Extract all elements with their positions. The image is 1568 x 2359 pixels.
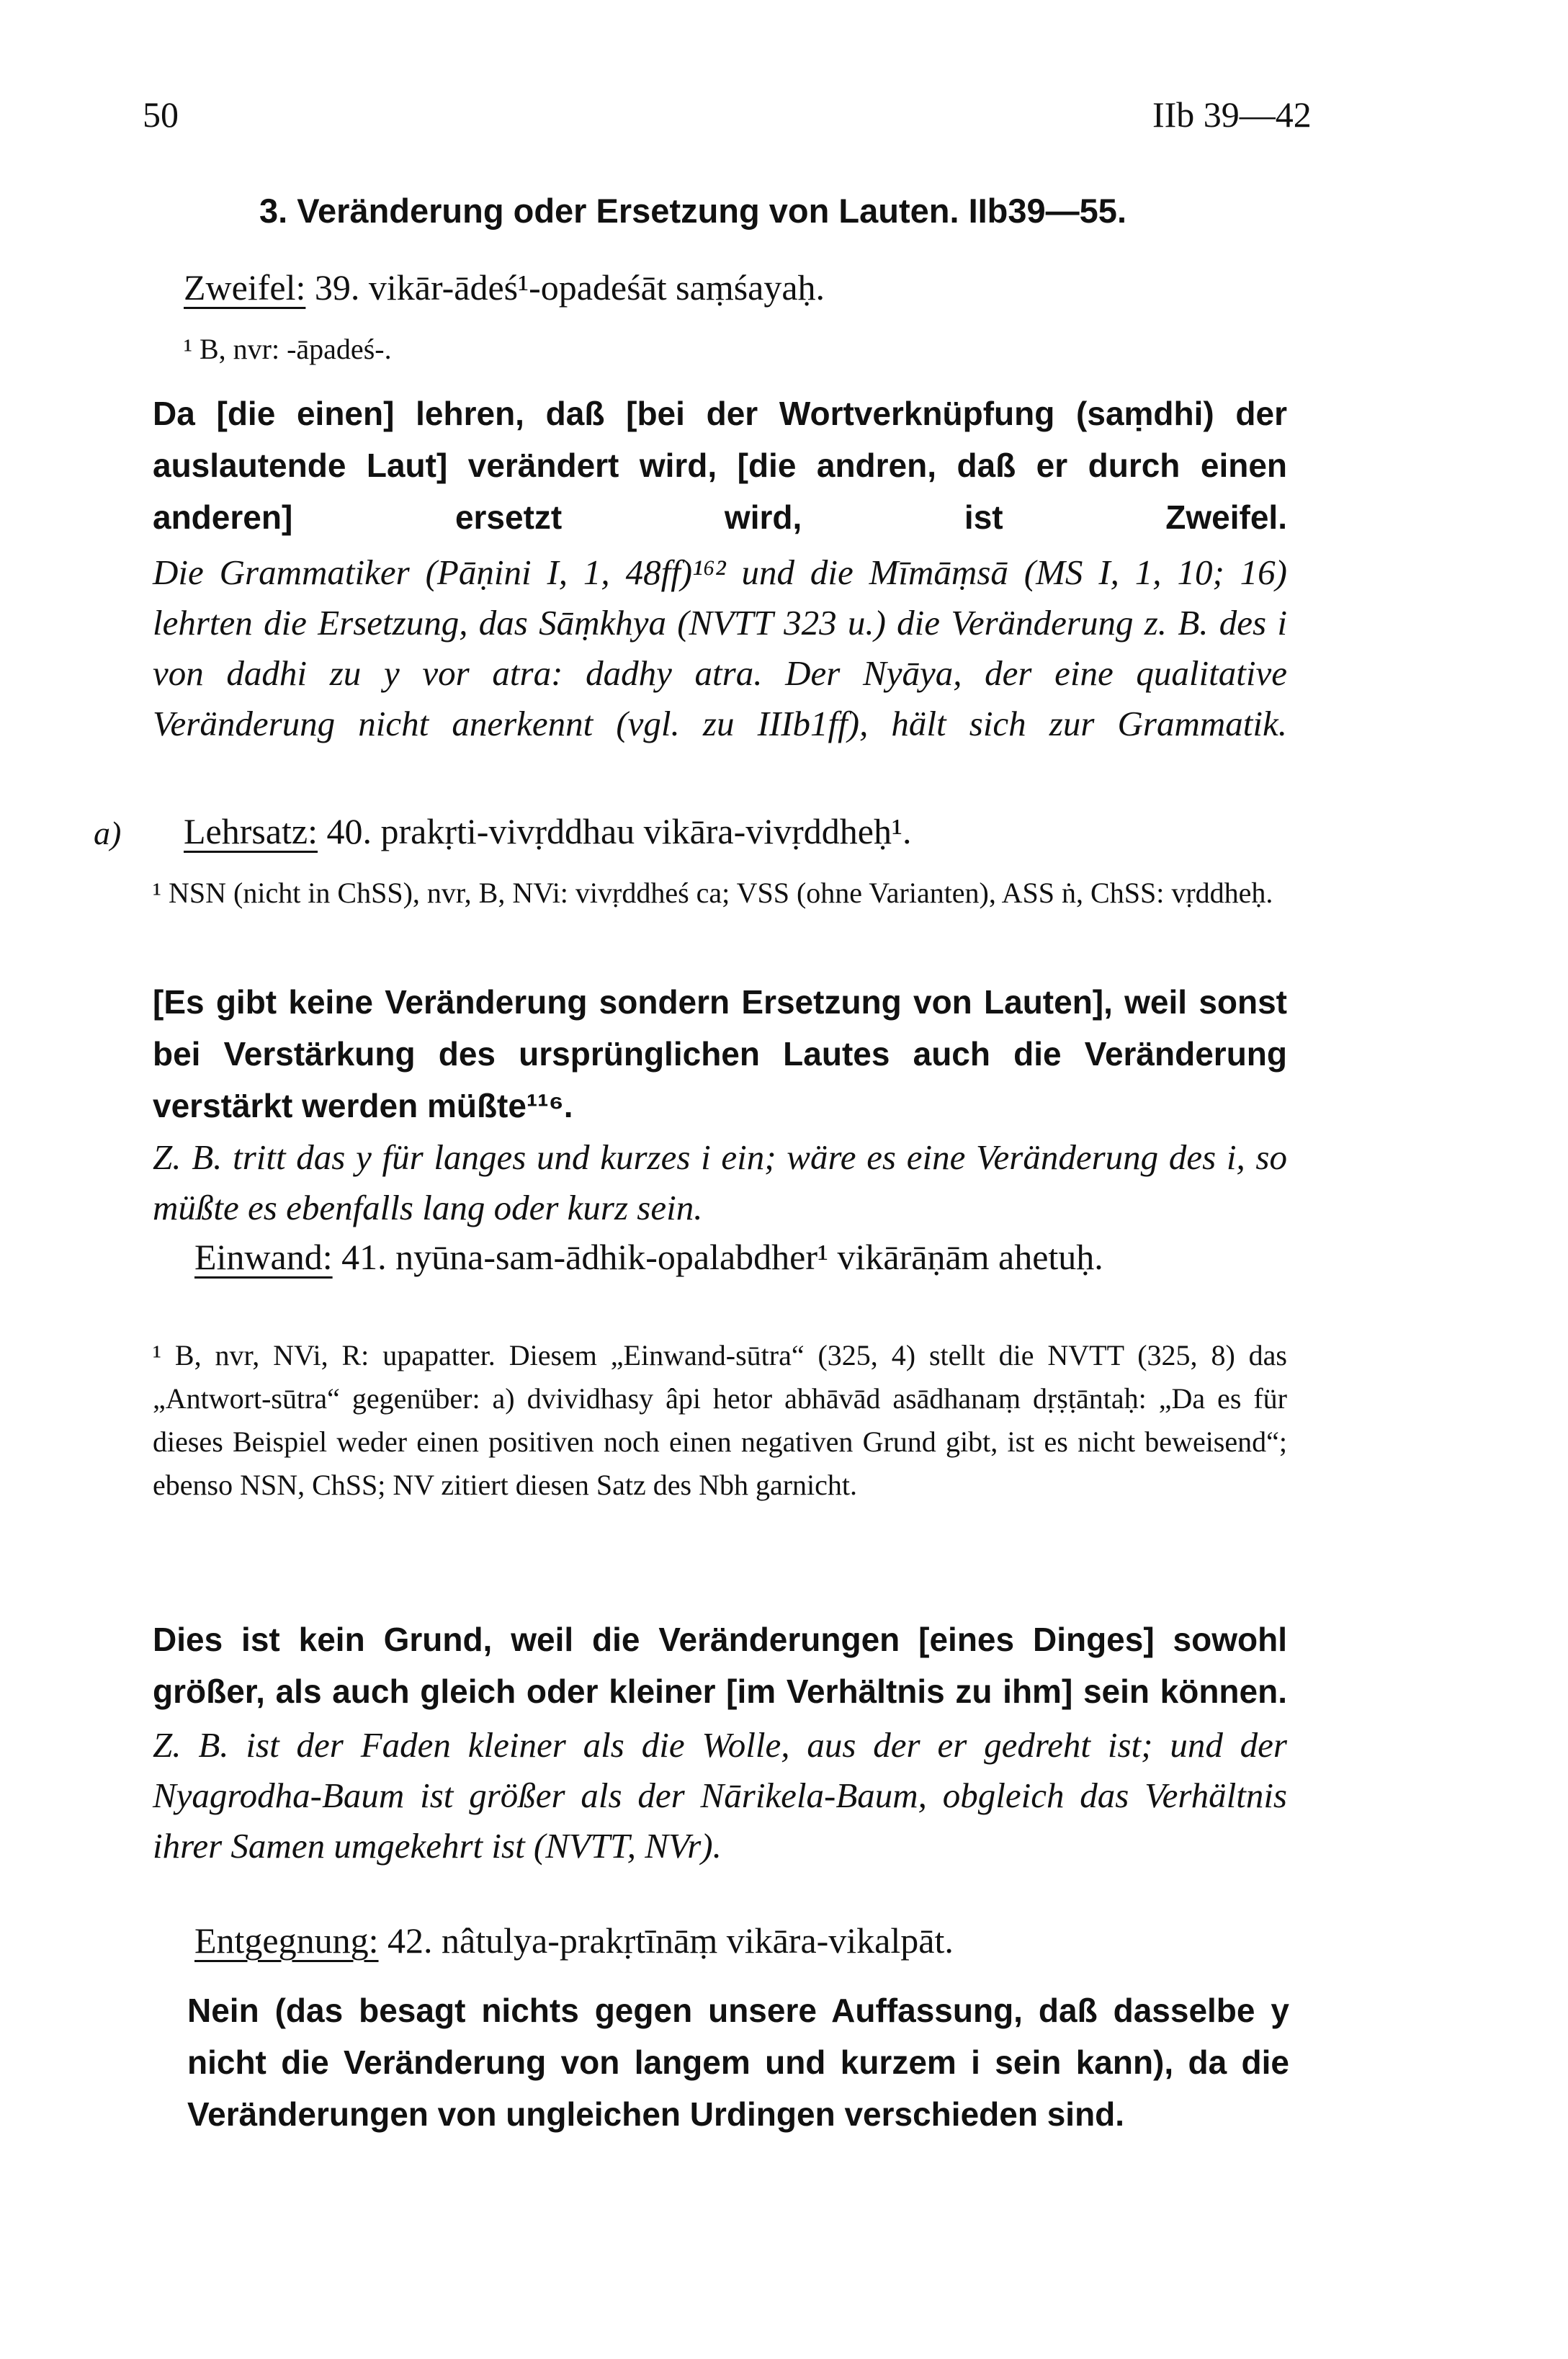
sutra-41-text: 41. nyūna-sam-ādhik-opalabdher¹ vikārāṇām ahetuḥ.	[332, 1237, 1103, 1277]
sutra-42-text: 42. nâtulya-prakṛtīnāṃ vikāra-vikalpāt.	[378, 1920, 954, 1961]
sutra-41	[153, 1232, 1287, 1282]
section-title: 3. Veränderung oder Ersetzung von Lauten. IIb39—55.	[259, 192, 1127, 230]
footnote-40: ¹ NSN (nicht in ChSS), nvr, B, NVi: vivṛddheś ca; VSS (ohne Varianten), ASS ṅ, ChSS: vṛddheḥ.	[153, 877, 1273, 909]
sutra-42-label: Entgegnung:	[194, 1920, 379, 1961]
sutra-42	[194, 1920, 954, 1961]
running-head: IIb 39—42	[1152, 94, 1312, 135]
sutra-40-text: 40. prakṛti-vivṛddhau vikāra-vivṛddheḥ¹.	[318, 811, 912, 851]
sutra-39-label: Zweifel:	[184, 267, 306, 308]
sutra-39-text: 39. vikār-ādeś¹-opadeśāt saṃśayaḥ.	[305, 267, 825, 308]
translation-39: Da [die einen] lehren, daß [bei der Wortverknüpfung (saṃdhi) der auslautende Laut] verändert wird, [die andren, daß er durch einen anderen] ersetzt wird, ist Zweifel.	[153, 395, 1287, 536]
sutra-40	[184, 810, 911, 852]
commentary-41: Z. B. ist der Faden kleiner als die Wolle, aus der er gedreht ist; und der Nyagrodha-Baum ist größer als der Nārikela-Baum, obgleich das Verhältnis ihrer Samen umgekehrt ist (NVTT, NVr).	[153, 1725, 1287, 1866]
translation-40: [Es gibt keine Veränderung sondern Ersetzung von Lauten], weil sonst bei Verstärkung des ursprünglichen Lautes auch die Veränderung verstärkt werden müßte¹¹⁶.	[153, 983, 1287, 1124]
page-number: 50	[143, 94, 179, 135]
translation-42: Nein (das besagt nichts gegen unsere Auffassung, daß dasselbe y nicht die Veränderung von langem und kurzem i sein kann), da die Veränderungen von ungleichen Urdingen verschieden sind.	[187, 1992, 1289, 2133]
footnote-39: ¹ B, nvr: -āpadeś-.	[184, 333, 392, 365]
sutra-41-label: Einwand:	[194, 1237, 333, 1277]
commentary-40: Z. B. tritt das y für langes und kurzes i ein; wäre es eine Veränderung des i, so müßte es ebenfalls lang oder kurz sein.	[153, 1137, 1287, 1227]
margin-mark: a)	[94, 815, 122, 851]
commentary-39: Die Grammatiker (Pāṇini I, 1, 48ff)¹⁶² und die Mīmāṃsā (MS I, 1, 10; 16) lehrten die Ersetzung, das Sāṃkhya (NVTT 323 u.) die Veränderung z. B. des i von dadhi zu y vor atra: dadhy atra. Der Nyāya, der eine qualitative Veränderung nicht anerkennt (vgl. zu IIIb1ff), hält sich zur Grammatik.	[153, 552, 1287, 743]
sutra-40-label: Lehrsatz:	[184, 811, 318, 851]
translation-41: Dies ist kein Grund, weil die Veränderungen [eines Dinges] sowohl größer, als auch gleich oder kleiner [im Verhältnis zu ihm] sein können.	[153, 1621, 1287, 1710]
sutra-39	[184, 267, 825, 308]
footnote-41: ¹ B, nvr, NVi, R: upapatter. Diesem „Einwand-sūtra“ (325, 4) stellt die NVTT (325, 8) das „Antwort-sūtra“ gegenüber: a) dvividhasy âpi hetor abhāvād asādhanaṃ dṛṣṭāntaḥ: „Da es für dieses Beispiel weder einen positiven noch einen negativen Grund gibt, ist es nicht beweisend“; ebenso NSN, ChSS; NV zitiert diesen Satz des Nbh garnicht.	[153, 1339, 1287, 1501]
